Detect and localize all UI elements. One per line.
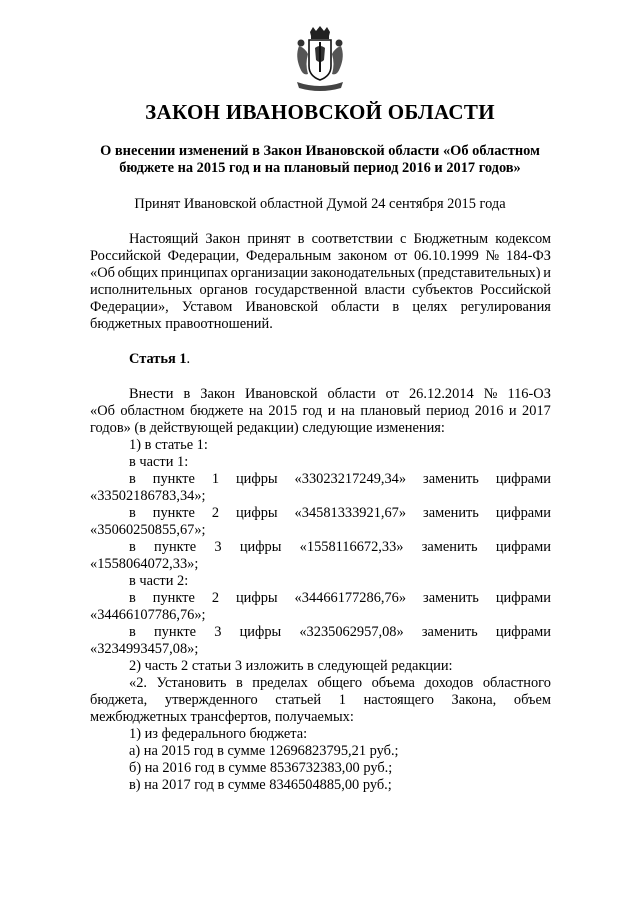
amend-line: в пункте 1 цифры «33023217249,34» заменить цифрами <box>129 471 551 487</box>
sub-item-c: в) на 2017 год в сумме 8346504885,00 руб.; <box>129 777 392 793</box>
amend-line-continuation: «3234993457,08»; <box>90 641 199 657</box>
amend-line-continuation: «35060250855,67»; <box>90 522 206 538</box>
subtitle-line: бюджете на 2015 год и на плановый период 2016 и 2017 годов» <box>119 160 521 176</box>
subtitle-line: О внесении изменений в Закон Ивановской области «Об областном <box>100 143 540 159</box>
amend-line: в пункте 3 цифры «3235062957,08» заменить цифрами <box>129 624 551 640</box>
amend-line: в пункте 2 цифры «34466177286,76» заменить цифрами <box>129 590 551 606</box>
preamble-line-3: «Об общих принципах организации законодательных (представительных) и <box>90 265 551 281</box>
document-subtitle <box>90 143 550 177</box>
article-heading: Статья 1. <box>129 351 191 367</box>
sub-item-b: б) на 2016 год в сумме 8536732383,00 руб.; <box>129 760 393 776</box>
adoption-line: Принят Ивановской областной Думой 24 сентября 2015 года <box>134 196 506 212</box>
ivanovo-coat-of-arms-icon <box>291 26 349 92</box>
quote-line-3: межбюджетных трансфертов, получаемых: <box>90 709 354 725</box>
preamble-line-2: Российской Федерации, Федеральным законом от 06.10.1999 № 184-ФЗ <box>90 248 551 264</box>
quote-line-2: бюджета, утвержденного статьей 1 настоящего Закона, объем <box>90 692 551 708</box>
amend-line: в пункте 3 цифры «1558116672,33» заменить цифрами <box>129 539 551 555</box>
part-1-heading: в части 1: <box>129 454 189 470</box>
part-2-heading: в части 2: <box>129 573 189 589</box>
article-intro-line-3: годов» (в действующей редакции) следующие изменения: <box>90 420 445 436</box>
sub-item-1: 1) из федерального бюджета: <box>129 726 308 742</box>
preamble-line-5: Федерации», Уставом Ивановской области в целях регулирования <box>90 299 551 315</box>
amend-line: в пункте 2 цифры «34581333921,67» заменить цифрами <box>129 505 551 521</box>
item-1: 1) в статье 1: <box>129 437 208 453</box>
preamble-line-1: Настоящий Закон принят в соответствии с Бюджетным кодексом <box>129 231 551 247</box>
document-title: ЗАКОН ИВАНОВСКОЙ ОБЛАСТИ <box>145 100 495 124</box>
article-intro-line-2: «Об областном бюджете на 2015 год и на плановый период 2016 и 2017 <box>90 403 551 419</box>
amend-line-continuation: «34466107786,76»; <box>90 607 206 623</box>
article-intro-line-1: Внести в Закон Ивановской области от 26.12.2014 № 116-ОЗ <box>129 386 551 402</box>
amend-line-continuation: «1558064072,33»; <box>90 556 199 572</box>
quote-line-1: «2. Установить в пределах общего объема доходов областного <box>129 675 551 691</box>
sub-item-a: а) на 2015 год в сумме 12696823795,21 руб.; <box>129 743 399 759</box>
amend-line-continuation: «33502186783,34»; <box>90 488 206 504</box>
preamble-line-6: бюджетных правоотношений. <box>90 316 273 332</box>
preamble-line-4: исполнительных органов государственной власти субъектов Российской <box>90 282 551 298</box>
item-2: 2) часть 2 статьи 3 изложить в следующей редакции: <box>129 658 453 674</box>
